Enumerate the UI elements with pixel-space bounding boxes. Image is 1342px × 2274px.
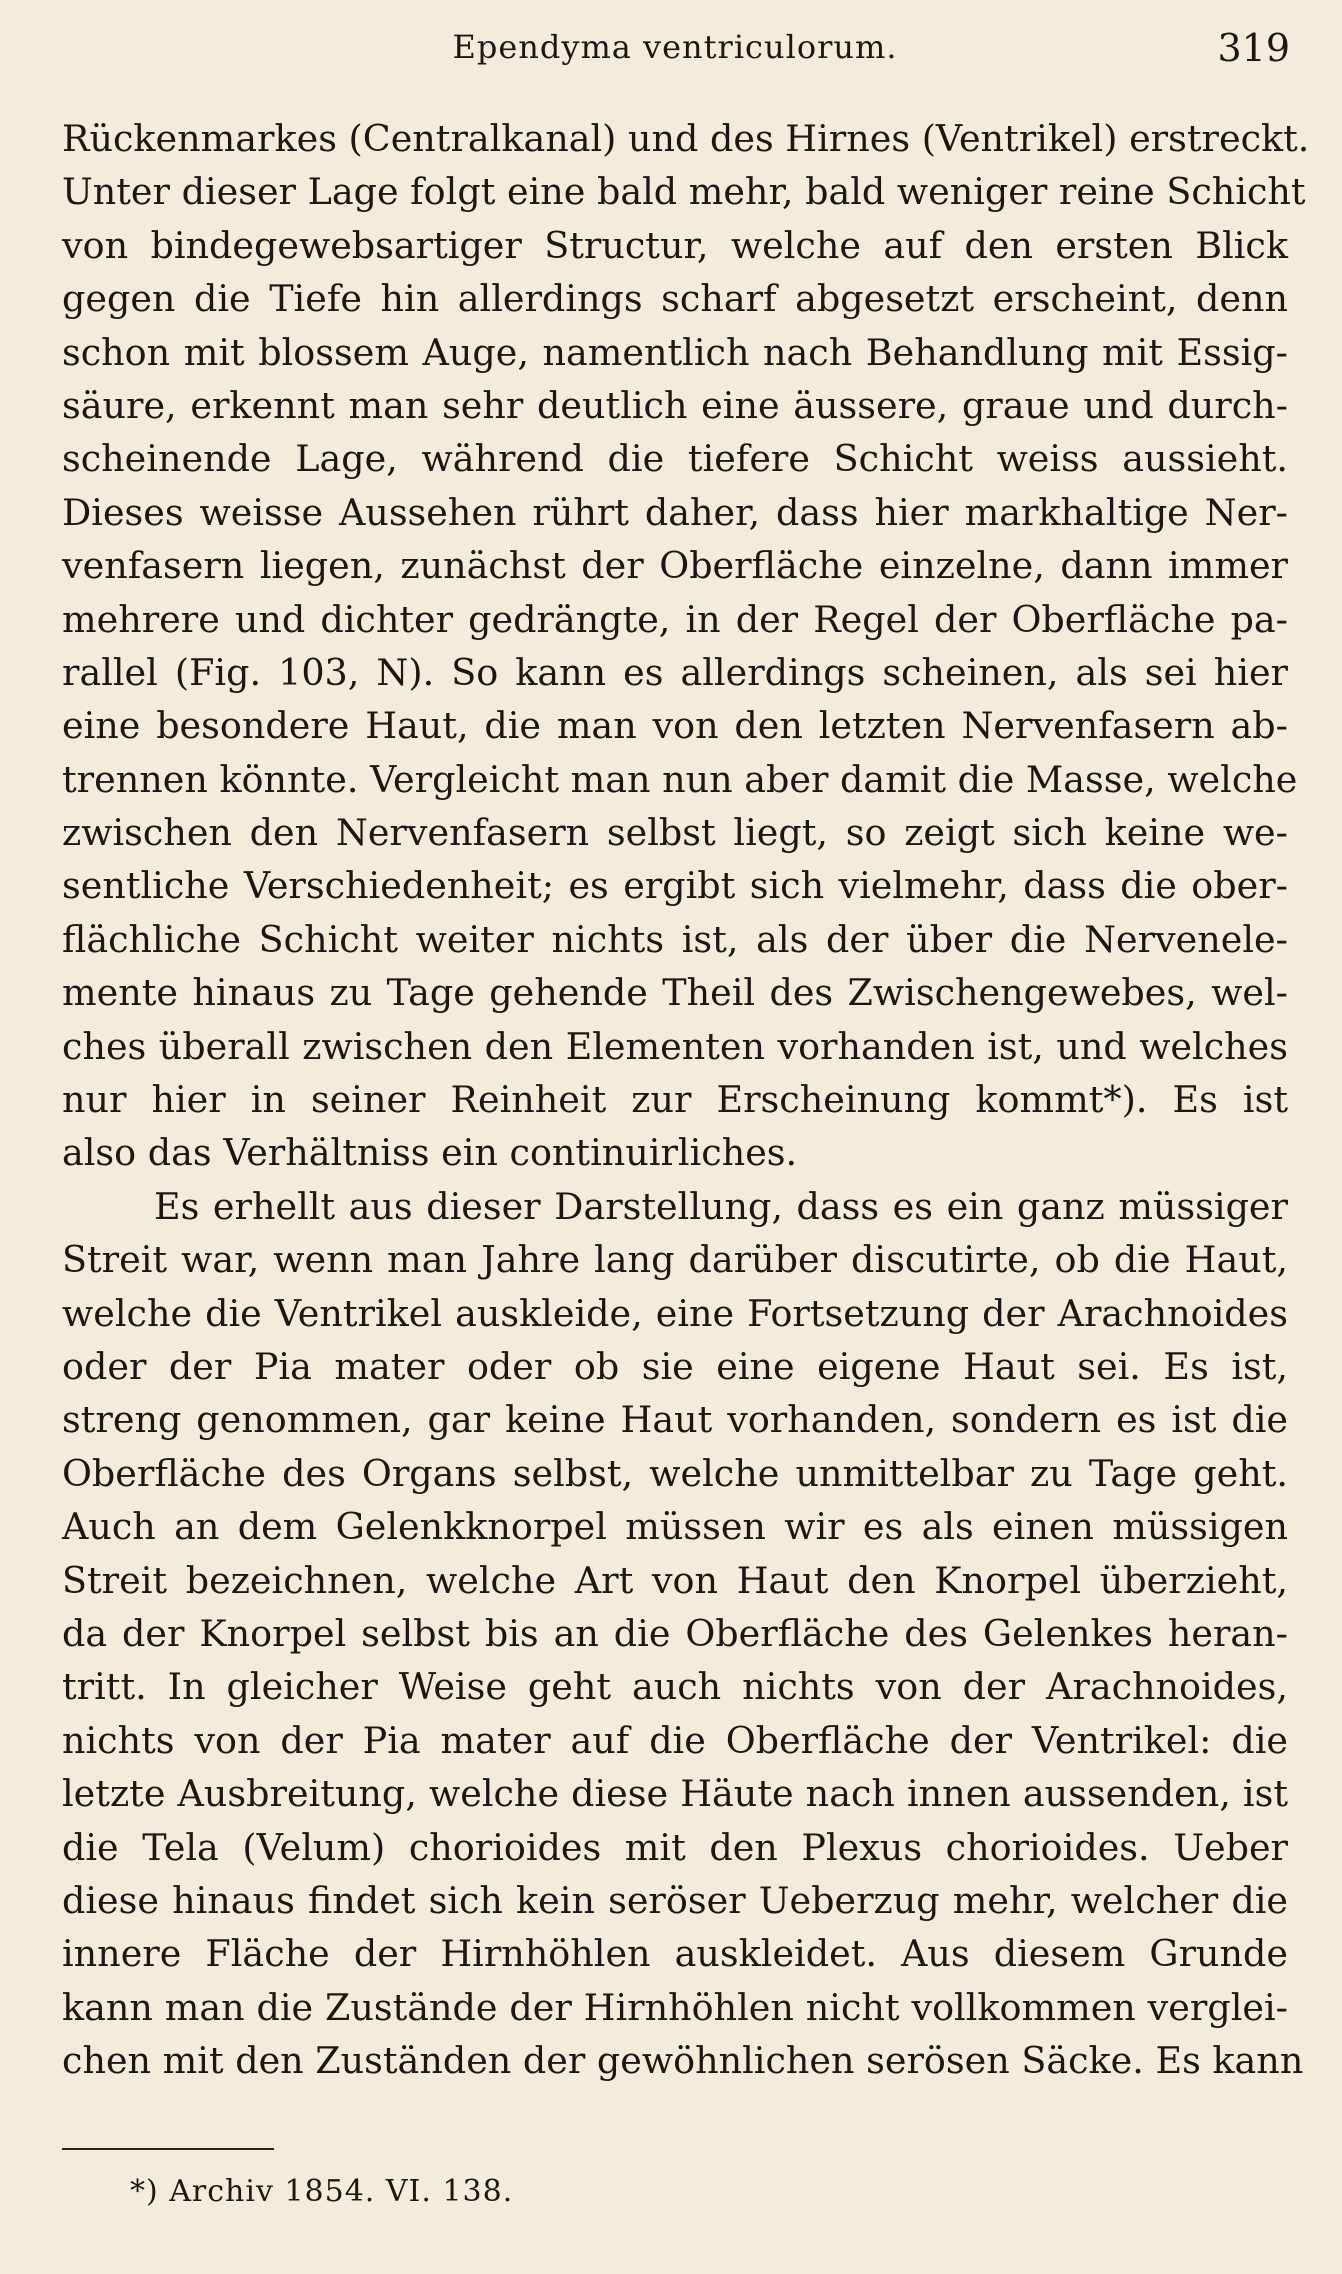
text-line: eine besondere Haut, die man von den letzten Nervenfasern ab-	[62, 704, 1288, 748]
page-header	[60, 28, 1290, 78]
text-line: Rückenmarkes (Centralkanal) und des Hirnes (Ventrikel) erstreckt.	[62, 117, 1310, 160]
text-line: innere Fläche der Hirnhöhlen auskleidet. Aus diesem Grunde	[62, 1932, 1288, 1976]
text-line: schon mit blossem Auge, namentlich nach Behandlung mit Essig-	[62, 330, 1288, 374]
footnote-divider	[62, 2148, 274, 2150]
page-number: 319	[1217, 26, 1290, 70]
text-line: Streit bezeichnen, welche Art von Haut den Knorpel überzieht,	[62, 1558, 1288, 1602]
text-line: chen mit den Zuständen der gewöhnlichen serösen Säcke. Es kann	[62, 2039, 1304, 2083]
text-line: zwischen den Nervenfasern selbst liegt, so zeigt sich keine we-	[62, 811, 1288, 855]
text-line: diese hinaus findet sich kein seröser Ueberzug mehr, welcher die	[62, 1878, 1288, 1922]
text-line: letzte Ausbreitung, welche diese Häute nach innen aussenden, ist	[62, 1772, 1288, 1816]
text-line: die Tela (Velum) chorioides mit den Plexus chorioides. Ueber	[62, 1825, 1288, 1869]
text-line: nichts von der Pia mater auf die Oberfläche der Ventrikel: die	[62, 1718, 1288, 1762]
text-line: ches überall zwischen den Elementen vorhanden ist, und welches	[62, 1024, 1288, 1068]
text-line: Unter dieser Lage folgt eine bald mehr, bald weniger reine Schicht	[62, 170, 1306, 214]
text-line: kann man die Zustände der Hirnhöhlen nicht vollkommen verglei-	[62, 1985, 1288, 2029]
text-line: gegen die Tiefe hin allerdings scharf abgesetzt erscheint, denn	[62, 277, 1288, 321]
text-line: von bindegewebsartiger Structur, welche auf den ersten Blick	[62, 223, 1288, 267]
text-line: Auch an dem Gelenkknorpel müssen wir es als einen müssigen	[62, 1505, 1288, 1549]
text-line: trennen könnte. Vergleicht man nun aber damit die Masse, welche	[62, 757, 1298, 801]
text-line: scheinende Lage, während die tiefere Schicht weiss aussieht.	[62, 437, 1288, 481]
text-line: säure, erkennt man sehr deutlich eine äussere, graue und durch-	[62, 383, 1288, 427]
text-line: rallel (Fig. 103, N). So kann es allerdings scheinen, als sei hier	[62, 650, 1288, 694]
text-line: Streit war, wenn man Jahre lang darüber discutirte, ob die Haut,	[62, 1238, 1288, 1282]
text-line: mehrere und dichter gedrängte, in der Regel der Oberfläche pa-	[62, 597, 1288, 641]
text-line: mente hinaus zu Tage gehende Theil des Zwischengewebes, wel-	[62, 971, 1288, 1015]
text-line: welche die Ventrikel auskleide, eine Fortsetzung der Arachnoides	[62, 1291, 1288, 1335]
text-line: Oberfläche des Organs selbst, welche unmittelbar zu Tage geht.	[62, 1451, 1288, 1495]
text-line: oder der Pia mater oder ob sie eine eigene Haut sei. Es ist,	[62, 1344, 1288, 1388]
text-line: nur hier in seiner Reinheit zur Erscheinung kommt*). Es ist	[62, 1078, 1288, 1122]
text-line: flächliche Schicht weiter nichts ist, als der über die Nervenele-	[62, 917, 1288, 961]
paragraph-start-line: Es erhellt aus dieser Darstellung, dass es ein ganz müssiger	[154, 1184, 1288, 1228]
text-line: da der Knorpel selbst bis an die Oberfläche des Gelenkes heran-	[62, 1611, 1288, 1655]
body-text	[62, 112, 1310, 2087]
text-line: venfasern liegen, zunächst der Oberfläche einzelne, dann immer	[62, 544, 1288, 588]
text-line: sentliche Verschiedenheit; es ergibt sich vielmehr, dass die ober-	[62, 864, 1288, 908]
text-line: tritt. In gleicher Weise geht auch nichts von der Arachnoides,	[62, 1665, 1288, 1709]
text-line: streng genommen, gar keine Haut vorhanden, sondern es ist die	[62, 1398, 1288, 1442]
running-title: Ependyma ventriculorum.	[452, 28, 898, 66]
paragraph-end-line: also das Verhältniss ein continuirliches.	[62, 1131, 798, 1175]
footnote: *) Archiv 1854. VI. 138.	[130, 2174, 514, 2209]
text-line: Dieses weisse Aussehen rührt daher, dass hier markhaltige Ner-	[62, 490, 1288, 534]
